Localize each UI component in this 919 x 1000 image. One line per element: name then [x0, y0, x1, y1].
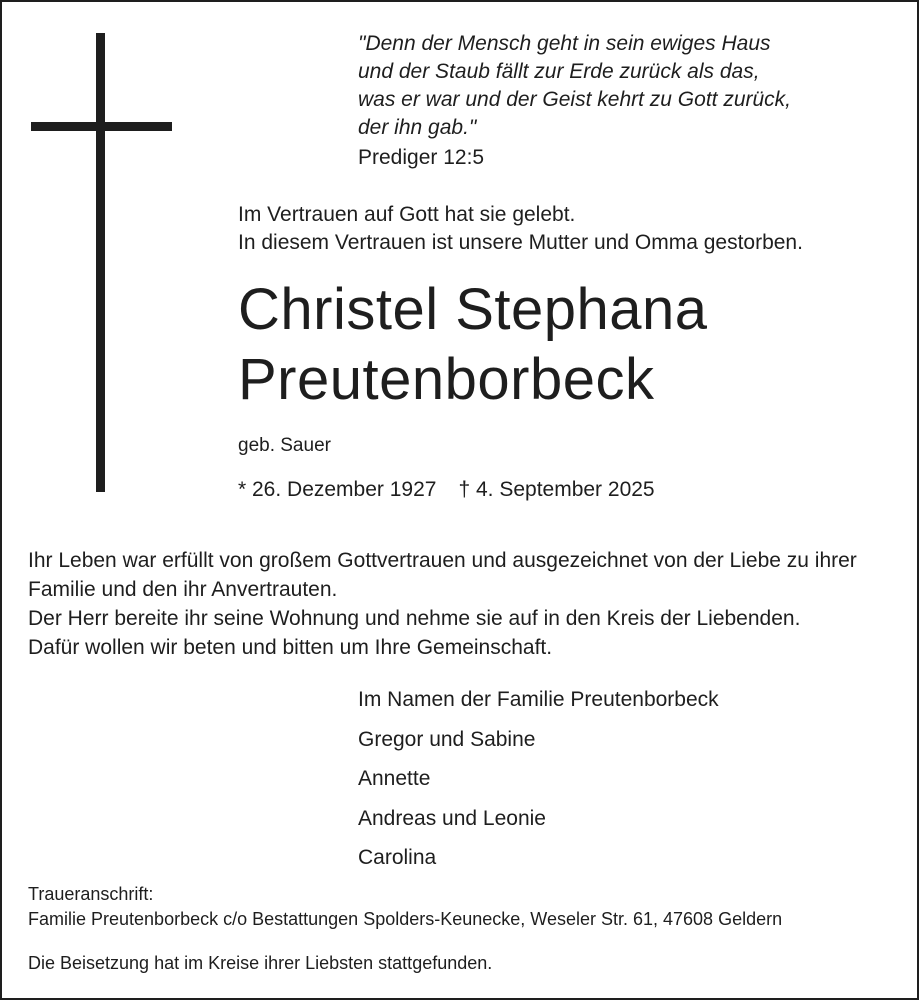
body-line: Ihr Leben war erfüllt von großem Gottvertrauen und ausgezeichnet von der Liebe zu ihrer	[28, 549, 857, 572]
deceased-surname: Preutenborbeck	[238, 347, 655, 412]
deceased-first-names: Christel Stephana	[238, 277, 708, 342]
bible-quote	[358, 30, 791, 142]
mourner-item: Andreas und Leonie	[358, 806, 546, 830]
mourner-item: Im Namen der Familie Preutenborbeck	[358, 688, 719, 711]
birth-date: * 26. Dezember 1927	[238, 478, 437, 501]
death-date: † 4. September 2025	[458, 478, 655, 501]
body-line: Der Herr bereite ihr seine Wohnung und nehme sie auf in den Kreis der Liebenden.	[28, 607, 801, 630]
cross-vertical-bar	[96, 33, 105, 492]
quote-line: was er war und der Geist kehrt zu Gott zurück,	[358, 88, 792, 111]
quote-line: "Denn der Mensch geht in sein ewiges Haus	[358, 32, 771, 55]
quote-line: der ihn gab."	[358, 116, 477, 139]
cross-horizontal-bar	[31, 122, 172, 131]
birth-name: geb. Sauer	[238, 435, 331, 456]
life-dates	[238, 476, 655, 504]
body-text	[28, 546, 857, 662]
body-line: Familie und den ihr Anvertrauten.	[28, 578, 338, 601]
intro-line: Im Vertrauen auf Gott hat sie gelebt.	[238, 203, 576, 226]
deceased-name	[238, 275, 708, 415]
quote-reference: Prediger 12:5	[358, 146, 485, 169]
mourner-item: Annette	[358, 767, 431, 790]
address-label: Traueranschrift:	[28, 884, 154, 904]
address-value: Familie Preutenborbeck c/o Bestattungen Spolders-Keunecke, Weseler Str. 61, 47608 Geldern	[28, 909, 783, 929]
intro-line: In diesem Vertrauen ist unsere Mutter und Omma gestorben.	[238, 231, 803, 254]
mourner-item: Gregor und Sabine	[358, 727, 536, 751]
body-line: Dafür wollen wir beten und bitten um Ihre Gemeinschaft.	[28, 636, 553, 659]
mourners-list	[358, 686, 719, 884]
burial-note: Die Beisetzung hat im Kreise ihrer Liebsten stattgefunden.	[28, 953, 493, 973]
mourner-item: Carolina	[358, 846, 437, 869]
intro-text	[238, 201, 803, 257]
mourning-address	[28, 882, 782, 932]
quote-line: und der Staub fällt zur Erde zurück als das,	[358, 60, 760, 83]
